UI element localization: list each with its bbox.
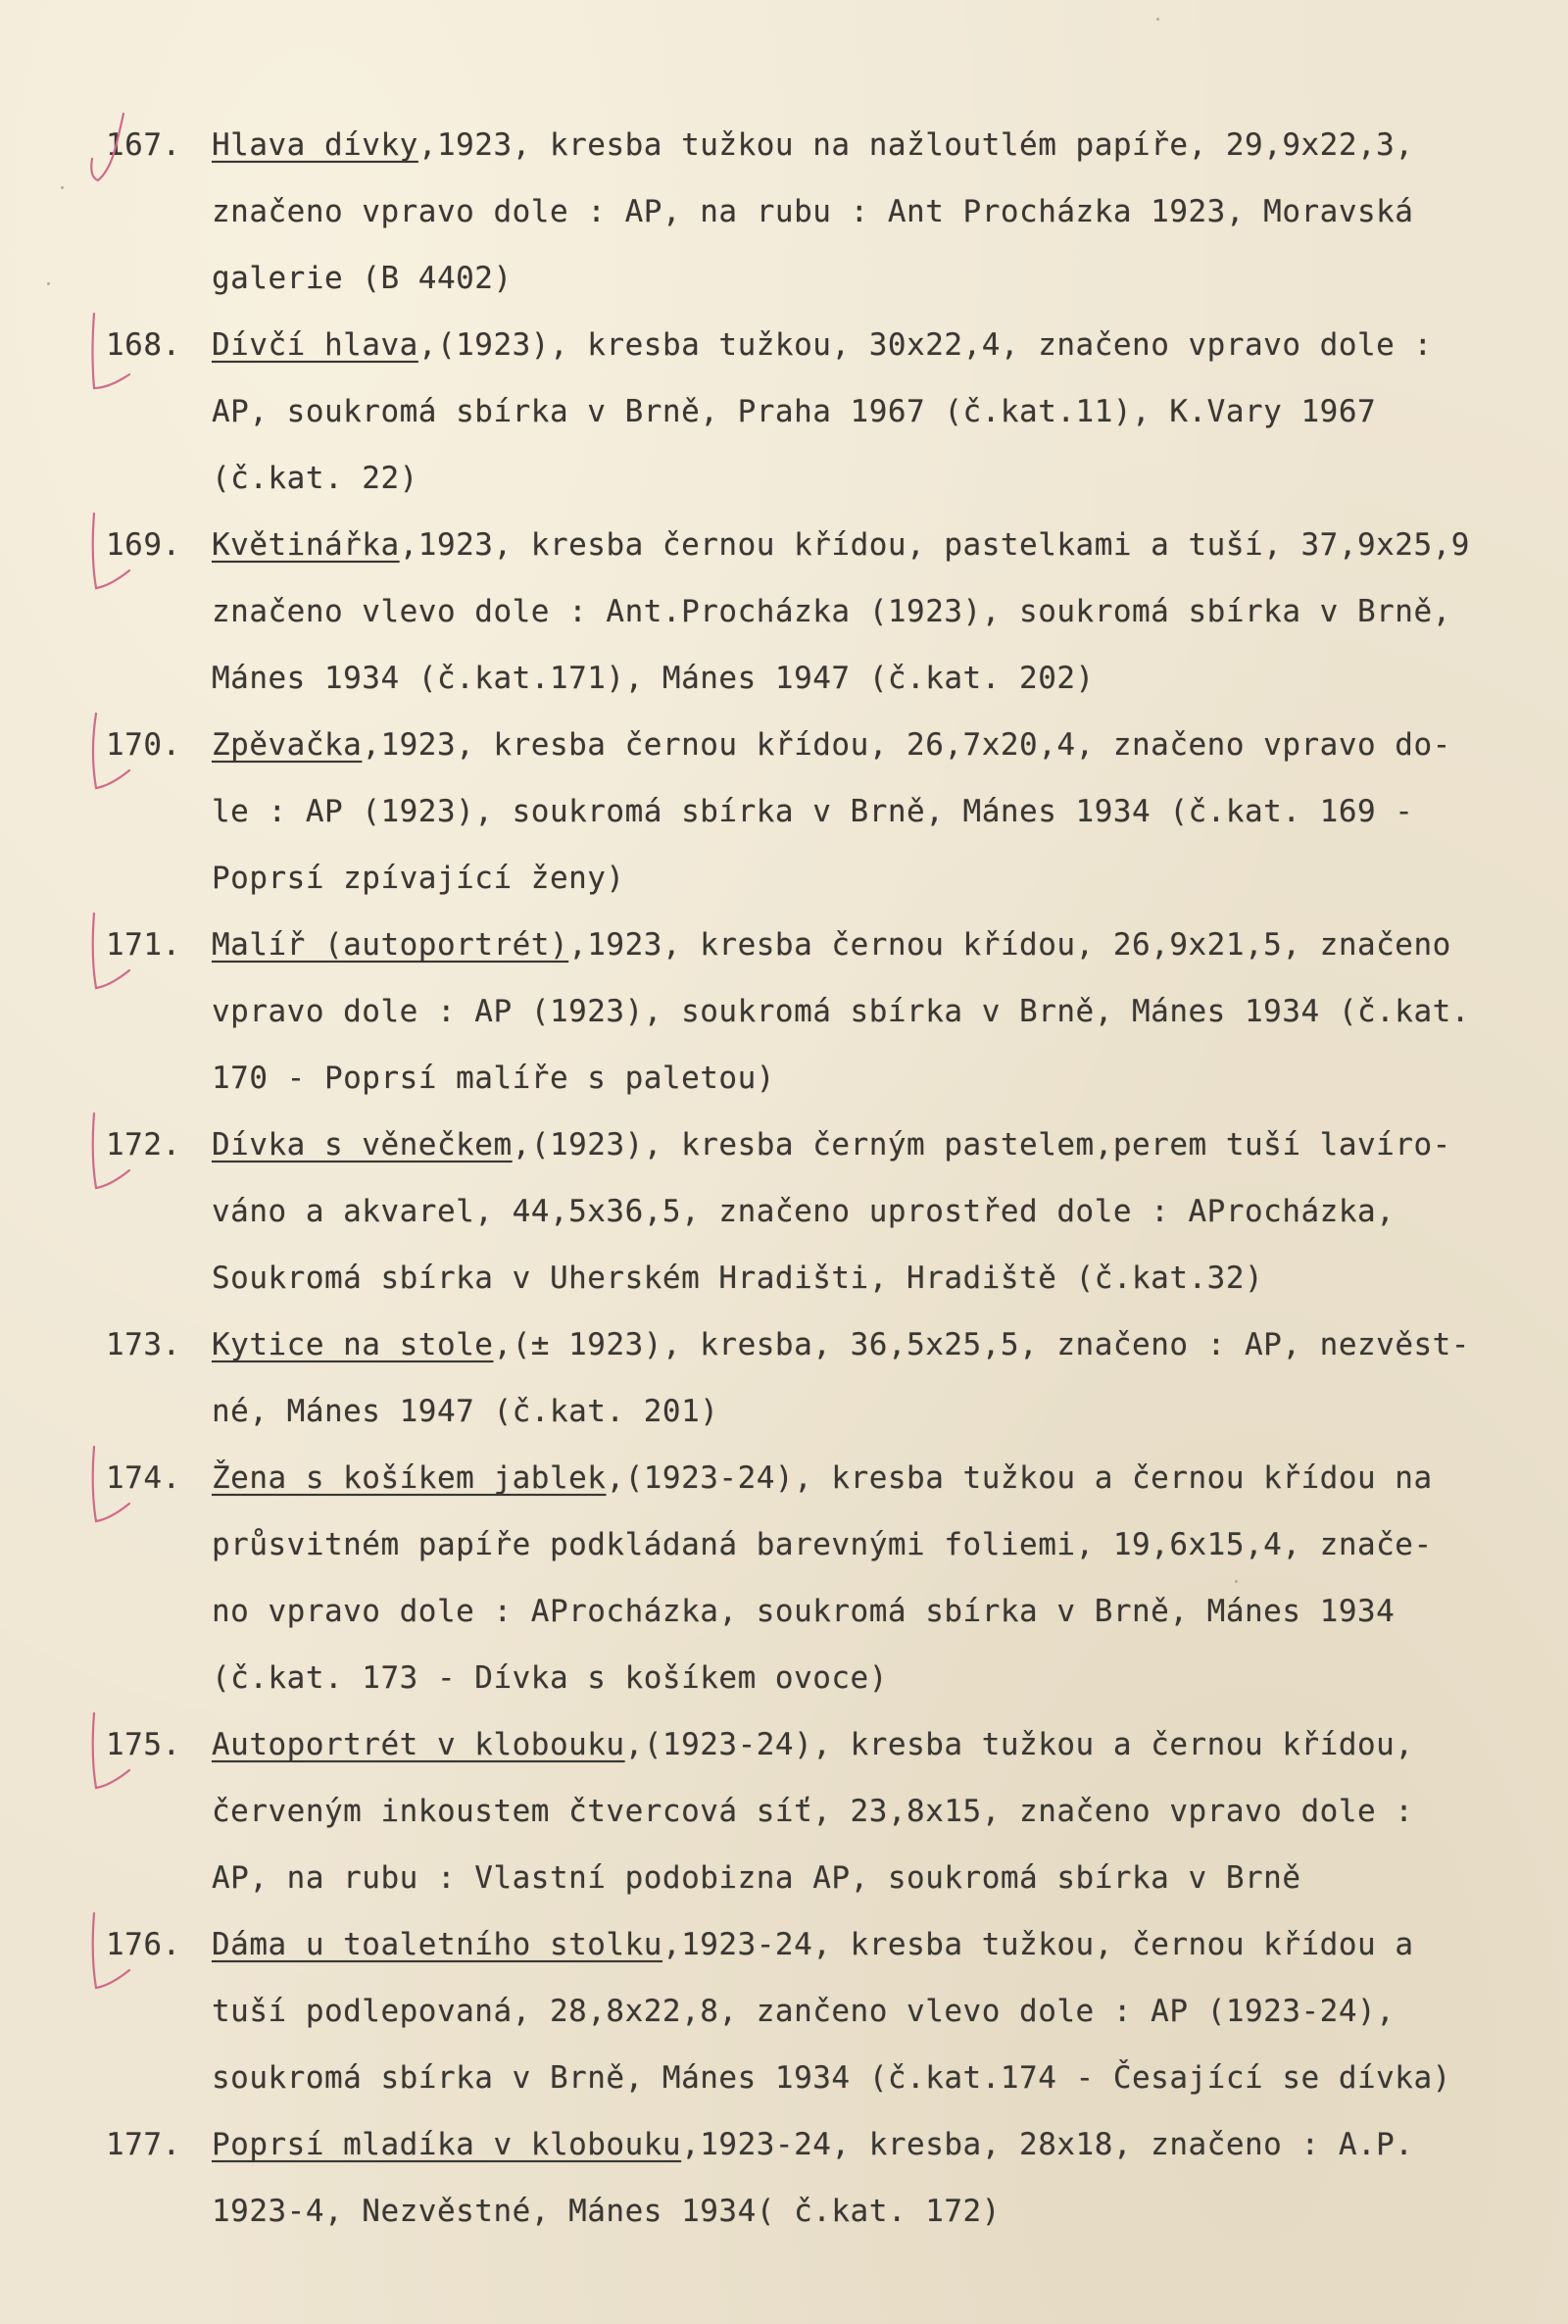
- entry-line: vpravo dole : AP (1923), soukromá sbírka v Brně, Mánes 1934 (č.kat.: [212, 994, 1470, 1029]
- entry-title: Poprsí mladíka v klobouku: [212, 2127, 682, 2162]
- catalog-entry-170: [106, 712, 1546, 912]
- entry-line: Mánes 1934 (č.kat.171), Mánes 1947 (č.kat. 202): [212, 661, 1095, 696]
- entry-title: Kytice na stole: [212, 1327, 494, 1362]
- catalog-entry-175: [106, 1711, 1546, 1911]
- entry-line: galerie (B 4402): [212, 261, 513, 296]
- catalog-entry-169: [106, 512, 1546, 712]
- entry-number: 168.: [106, 327, 181, 363]
- entry-line: ,1923, kresba černou křídou, 26,9x21,5, značeno: [568, 927, 1451, 963]
- entry-number: 172.: [106, 1127, 181, 1162]
- entry-number: 173.: [106, 1327, 181, 1362]
- entry-title: Dívka s věnečkem: [212, 1127, 513, 1162]
- catalog-entry-176: [106, 1911, 1546, 2111]
- entry-line: né, Mánes 1947 (č.kat. 201): [212, 1394, 719, 1429]
- pencil-mark-icon: [86, 1110, 131, 1194]
- entry-number: 174.: [106, 1460, 181, 1496]
- entry-line: ,(1923), kresba černým pastelem,perem tuší lavíro-: [512, 1127, 1451, 1162]
- entry-line: Poprsí zpívající ženy): [212, 861, 625, 896]
- entry-title: Hlava dívky: [212, 127, 418, 163]
- entry-line: ,(± 1923), kresba, 36,5x25,5, značeno : AP, nezvěst-: [493, 1327, 1470, 1362]
- catalog-entry-167: [106, 112, 1546, 312]
- entry-line: (č.kat. 173 - Dívka s košíkem ovoce): [212, 1660, 888, 1696]
- catalog-entry-168: [106, 312, 1546, 512]
- entry-line: tuší podlepovaná, 28,8x22,8, zančeno vlevo dole : AP (1923-24),: [212, 1994, 1396, 2029]
- pencil-mark-icon: [86, 310, 131, 394]
- entry-number: 170.: [106, 727, 181, 763]
- pencil-mark-icon: [86, 1443, 131, 1527]
- entry-line: značeno vlevo dole : Ant.Procházka (1923), soukromá sbírka v Brně,: [212, 594, 1451, 629]
- entry-title: Malíř (autoportrét): [212, 927, 569, 963]
- entry-number: 171.: [106, 927, 181, 963]
- entry-title: Žena s košíkem jablek: [212, 1460, 607, 1496]
- entry-number: 176.: [106, 1927, 181, 1962]
- pencil-mark-icon: [86, 710, 131, 794]
- entry-line: ,1923, kresba černou křídou, pastelkami a tuší, 37,9x25,9: [399, 527, 1470, 563]
- entry-number: 167.: [106, 127, 181, 163]
- paper-speck: [1156, 18, 1159, 21]
- entry-number: 169.: [106, 527, 181, 563]
- catalog-entry-177: [106, 2111, 1546, 2245]
- entry-line: ,1923, kresba černou křídou, 26,7x20,4, značeno vpravo do-: [362, 727, 1451, 763]
- entry-line: (č.kat. 22): [212, 461, 418, 496]
- entry-line: le : AP (1923), soukromá sbírka v Brně, Mánes 1934 (č.kat. 169 -: [212, 794, 1414, 829]
- entry-line: ,1923-24, kresba, 28x18, značeno : A.P.: [681, 2127, 1414, 2162]
- entry-line: červeným inkoustem čtvercová síť, 23,8x15, značeno vpravo dole :: [212, 1794, 1414, 1829]
- entry-line: značeno vpravo dole : AP, na rubu : Ant Procházka 1923, Moravská: [212, 194, 1414, 229]
- entry-line: váno a akvarel, 44,5x36,5, značeno uprostřed dole : AProcházka,: [212, 1194, 1396, 1229]
- entry-line: no vpravo dole : AProcházka, soukromá sbírka v Brně, Mánes 1934: [212, 1594, 1396, 1629]
- entry-line: ,(1923-24), kresba tužkou a černou křídou,: [624, 1727, 1414, 1762]
- pencil-mark-icon: [86, 1709, 131, 1794]
- entry-title: Autoportrét v klobouku: [212, 1727, 625, 1762]
- pencil-mark-icon: [86, 1909, 131, 1994]
- entry-line: 170 - Poprsí malíře s paletou): [212, 1061, 775, 1096]
- pencil-mark-icon: [86, 110, 131, 194]
- entry-line: soukromá sbírka v Brně, Mánes 1934 (č.kat.174 - Česající se dívka): [212, 2060, 1451, 2096]
- entry-line: 1923-4, Nezvěstné, Mánes 1934( č.kat. 172): [212, 2194, 1001, 2229]
- entry-number: 175.: [106, 1727, 181, 1762]
- entry-title: Zpěvačka: [212, 727, 363, 763]
- paper-speck: [61, 186, 64, 189]
- catalog-entry-171: [106, 912, 1546, 1112]
- entry-line: AP, soukromá sbírka v Brně, Praha 1967 (č.kat.11), K.Vary 1967: [212, 394, 1377, 429]
- entry-line: AP, na rubu : Vlastní podobizna AP, soukromá sbírka v Brně: [212, 1860, 1301, 1896]
- entry-title: Dáma u toaletního stolku: [212, 1927, 662, 1962]
- catalog-entry-173: [106, 1311, 1546, 1445]
- entry-line: ,1923, kresba tužkou na nažloutlém papíře, 29,9x22,3,: [417, 127, 1414, 163]
- entry-title: Dívčí hlava: [212, 327, 418, 363]
- entry-line: ,(1923-24), kresba tužkou a černou křídou na: [606, 1460, 1433, 1496]
- entry-line: ,(1923), kresba tužkou, 30x22,4, značeno vpravo dole :: [417, 327, 1433, 363]
- catalog-entry-172: [106, 1112, 1546, 1311]
- pencil-mark-icon: [86, 910, 131, 994]
- entry-line: ,1923-24, kresba tužkou, černou křídou a: [662, 1927, 1414, 1962]
- pencil-mark-icon: [86, 510, 131, 594]
- paper-speck: [1235, 1580, 1238, 1583]
- entry-line: Soukromá sbírka v Uherském Hradišti, Hradiště (č.kat.32): [212, 1261, 1264, 1296]
- catalog-entry-174: [106, 1445, 1546, 1711]
- entry-line: průsvitném papíře podkládaná barevnými foliemi, 19,6x15,4, znače-: [212, 1527, 1433, 1562]
- paper-speck: [47, 282, 50, 285]
- entry-title: Květinářka: [212, 527, 400, 563]
- entry-number: 177.: [106, 2127, 181, 2162]
